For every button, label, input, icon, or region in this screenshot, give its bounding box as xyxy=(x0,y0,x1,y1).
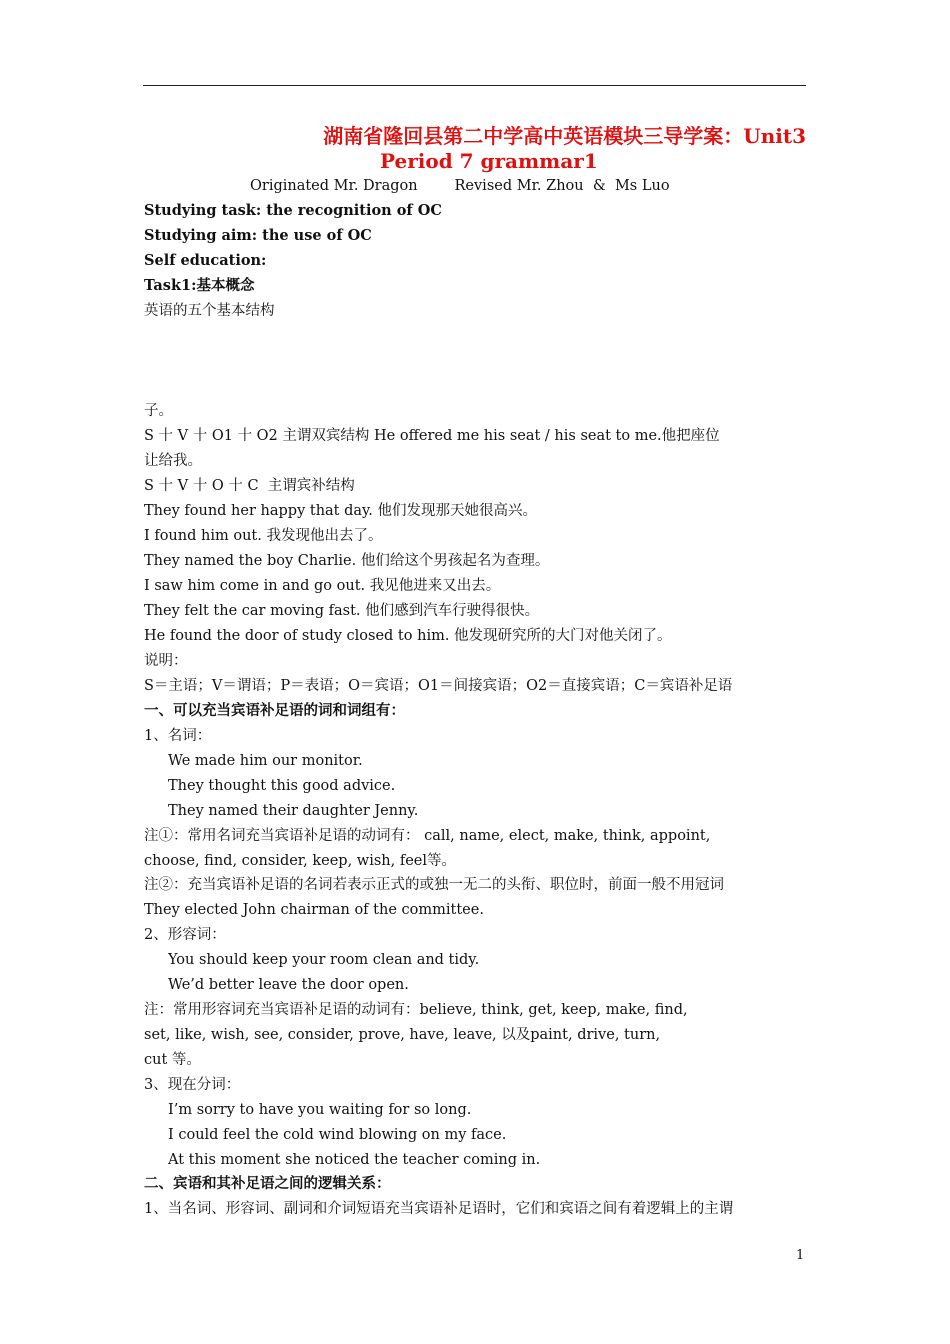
adj-note-line1: 注：常用形容词充当宾语补足语的动词有：believe, think, get, keep, make, find, xyxy=(144,1002,688,1018)
oc-example: I found him out. 我发现他出去了。 xyxy=(144,528,383,544)
section1-heading: 一、可以充当宾语补足语的词和词组有： xyxy=(144,702,405,719)
adj-note-line2: set, like, wish, see, consider, prove, have, leave, 以及paint, drive, turn, xyxy=(144,1027,661,1043)
oc-example: They found her happy that day. 他们发现那天她很高兴。 xyxy=(144,503,538,519)
noun-example: They thought this good advice. xyxy=(168,778,396,794)
document-title: 湖南省隆回县第二中学高中英语模块三导学案：Unit3 xyxy=(323,124,806,148)
structure-3 xyxy=(144,374,808,399)
participle-example: At this moment she noticed the teacher coming in. xyxy=(168,1152,541,1168)
authors-line: Originated Mr. Dragon Revised Mr. Zhou & Ms Luo xyxy=(250,178,670,194)
oc-example: They named the boy Charlie. 他们给这个男孩起名为查理。 xyxy=(144,553,550,569)
oc-example: He found the door of study closed to him. 他发现研究所的大门对他关闭了。 xyxy=(144,628,672,644)
explain-label: 说明： xyxy=(144,653,188,669)
structure-1 xyxy=(144,324,808,349)
structure-3-cont: 子。 xyxy=(144,403,173,419)
explain-text: S＝主语；V＝谓语；P＝表语；O＝宾语；O1＝间接宾语；O2＝直接宾语；C＝宾语补足语 xyxy=(144,678,733,694)
note2-line1: 注②：充当宾语补足语的名词若表示正式的或独一无二的头衔、职位时，前面一般不用冠词 xyxy=(144,877,724,893)
page-number: 1 xyxy=(796,1248,805,1263)
note2-line2: They elected John chairman of the committee. xyxy=(144,902,484,918)
participle-example: I could feel the cold wind blowing on my face. xyxy=(168,1127,507,1143)
header-rule xyxy=(143,85,806,86)
adj-note-line3: cut 等。 xyxy=(144,1052,201,1068)
task1-heading: Task1:基本概念 xyxy=(144,277,255,294)
noun-example: We made him our monitor. xyxy=(168,753,363,769)
note1-line1: 注①：常用名词充当宾语补足语的动词有： call, name, elect, make, think, appoint, xyxy=(144,828,711,844)
section2-heading: 二、宾语和其补足语之间的逻辑关系： xyxy=(144,1175,391,1192)
noun-example: They named their daughter Jenny. xyxy=(168,803,419,819)
structure-5: S 十 V 十 O 十 C 主谓宾补结构 xyxy=(144,478,355,494)
studying-aim: Studying aim: the use of OC xyxy=(144,227,372,244)
participle-example: I’m sorry to have you waiting for so long. xyxy=(168,1102,472,1118)
structure-2 xyxy=(144,349,808,374)
noun-heading: 1、名词： xyxy=(144,728,212,744)
structure-4-line1: S 十 V 十 O1 十 O2 主谓双宾结构 He offered me his seat / his seat to me.他把座位 xyxy=(144,428,720,444)
self-education: Self education: xyxy=(144,252,267,269)
studying-task: Studying task: the recognition of OC xyxy=(144,202,442,219)
oc-example: They felt the car moving fast. 他们感到汽车行驶得很快。 xyxy=(144,603,540,619)
adj-example: We’d better leave the door open. xyxy=(168,977,409,993)
oc-example: I saw him come in and go out. 我见他进来又出去。 xyxy=(144,578,501,594)
structure-4-line2: 让给我。 xyxy=(144,453,202,469)
section2-line1: 1、当名词、形容词、副词和介词短语充当宾语补足语时，它们和宾语之间有着逻辑上的主谓 xyxy=(144,1201,734,1217)
five-structures-label: 英语的五个基本结构 xyxy=(144,303,275,319)
participle-heading: 3、现在分词： xyxy=(144,1077,241,1093)
document-subtitle: Period 7 grammar1 xyxy=(380,149,598,173)
adj-example: You should keep your room clean and tidy. xyxy=(168,952,480,968)
note1-line2: choose, find, consider, keep, wish, feel等。 xyxy=(144,853,457,869)
adj-heading: 2、形容词： xyxy=(144,927,226,943)
